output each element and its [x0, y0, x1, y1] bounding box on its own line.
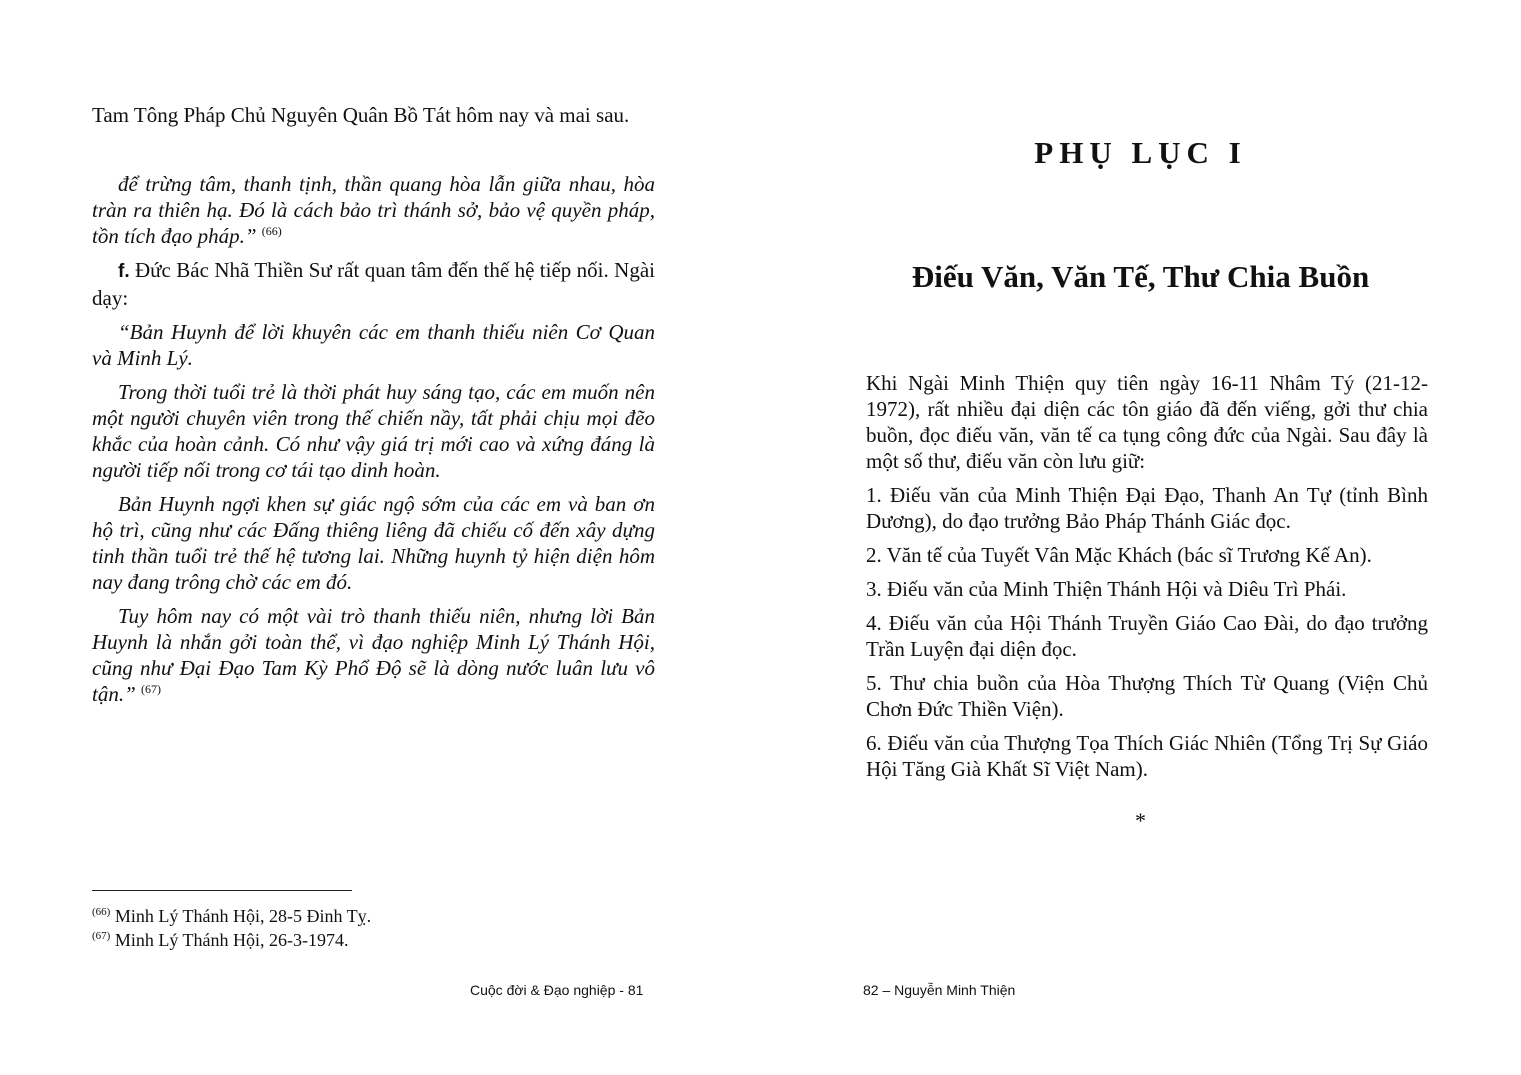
document-list-item: 6. Điếu văn của Thượng Tọa Thích Giác Nhiên (Tổng Trị Sự Giáo Hội Tăng Già Khất Sĩ Việt Nam).	[866, 731, 1428, 781]
body-paragraph	[92, 319, 655, 371]
section-separator: *	[1135, 808, 1146, 833]
running-footer-right: 82 – Nguyễn Minh Thiện	[863, 982, 1016, 998]
paragraph-text: Bản Huynh ngợi khen sự giác ngộ sớm của các em và ban ơn hộ trì, cũng như các Đấng thiêng liêng đã chiếu cố đến xây dựng tinh thần tuổi trẻ thế hệ tương lai. Những huynh tỷ hiện diện hôm nay đang trông chờ các em đó.	[92, 492, 655, 594]
paragraph-text: “Bản Huynh để lời khuyên các em thanh thiếu niên Cơ Quan và Minh Lý.	[92, 320, 655, 370]
footnote-number: (67)	[92, 930, 111, 942]
right-page	[760, 0, 1521, 1075]
section-marker: f.	[118, 261, 130, 282]
body-paragraph	[92, 379, 655, 483]
running-footer-left: Cuộc đời & Đạo nghiệp - 81	[470, 982, 644, 998]
document-list	[866, 482, 1428, 782]
paragraph-text: Tuy hôm nay có một vài trò thanh thiếu niên, nhưng lời Bản Huynh là nhắn gởi toàn thể, vì đạo nghiệp Minh Lý Thánh Hội, cũng như Đại Đạo Tam Kỳ Phổ Độ sẽ là dòng nước luân lưu vô tận.”	[92, 604, 655, 706]
document-list-item: 5. Thư chia buồn của Hòa Thượng Thích Từ Quang (Viện Chủ Chơn Đức Thiền Viện).	[866, 671, 1428, 721]
document-list-item: 3. Điếu văn của Minh Thiện Thánh Hội và Diêu Trì Phái.	[866, 577, 1347, 601]
paragraph-text: Tam Tông Pháp Chủ Nguyên Quân Bồ Tát hôm nay và mai sau.	[92, 103, 630, 127]
left-page-body	[92, 102, 655, 707]
body-paragraph	[92, 102, 655, 128]
paragraph-text: để trừng tâm, thanh tịnh, thần quang hòa lẫn giữa nhau, hòa tràn ra thiên hạ. Đó là cách bảo trì thánh sở, bảo vệ quyền pháp, tồn tích đạo pháp.”	[92, 172, 655, 248]
body-paragraph	[92, 491, 655, 595]
footnote-rule	[92, 890, 352, 891]
body-paragraph	[92, 603, 655, 707]
appendix-body	[866, 370, 1428, 790]
footnote-text: Minh Lý Thánh Hội, 26-3-1974.	[110, 930, 349, 950]
paragraph-text: Trong thời tuổi trẻ là thời phát huy sáng tạo, các em muốn nên một người chuyên viên trong thế chiến nầy, tất phải chịu mọi đẽo khắc của hoàn cảnh. Có như vậy giá trị mới cao và xứng đáng là người tiếp nối trong cơ tái tạo dinh hoàn.	[92, 380, 655, 482]
appendix-title: PHỤ LỤC I	[1034, 135, 1247, 170]
left-page	[0, 0, 760, 1075]
footnote-number: (66)	[92, 906, 111, 918]
document-list-item: 2. Văn tế của Tuyết Vân Mặc Khách (bác sĩ Trương Kế An).	[866, 543, 1372, 567]
appendix-subtitle: Điếu Văn, Văn Tế, Thư Chia Buồn	[911, 259, 1370, 294]
paragraph-text: Đức Bác Nhã Thiền Sư rất quan tâm đến thế hệ tiếp nối. Ngài dạy:	[92, 258, 655, 310]
footnote-text: Minh Lý Thánh Hội, 28-5 Đinh Tỵ.	[110, 906, 372, 926]
intro-paragraph: Khi Ngài Minh Thiện quy tiên ngày 16-11 Nhâm Tý (21-12-1972), rất nhiều đại diện các tôn giáo đã đến viếng, gởi thư chia buồn, đọc điếu văn, văn tế ca tụng công đức của Ngài. Sau đây là một số thư, điếu văn còn lưu giữ:	[866, 371, 1428, 473]
body-paragraph	[92, 171, 655, 249]
footnote-reference: (66)	[261, 224, 282, 238]
document-list-item: 4. Điếu văn của Hội Thánh Truyền Giáo Cao Đài, do đạo trưởng Trần Luyện đại diện đọc.	[866, 611, 1428, 661]
footnote-reference: (67)	[141, 682, 162, 696]
footnote-66	[92, 901, 371, 927]
footnote-67	[92, 925, 348, 951]
body-paragraph	[92, 257, 655, 311]
document-list-item: 1. Điếu văn của Minh Thiện Đại Đạo, Thanh An Tự (tỉnh Bình Dương), do đạo trưởng Bảo Pháp Thánh Giác đọc.	[866, 483, 1428, 533]
